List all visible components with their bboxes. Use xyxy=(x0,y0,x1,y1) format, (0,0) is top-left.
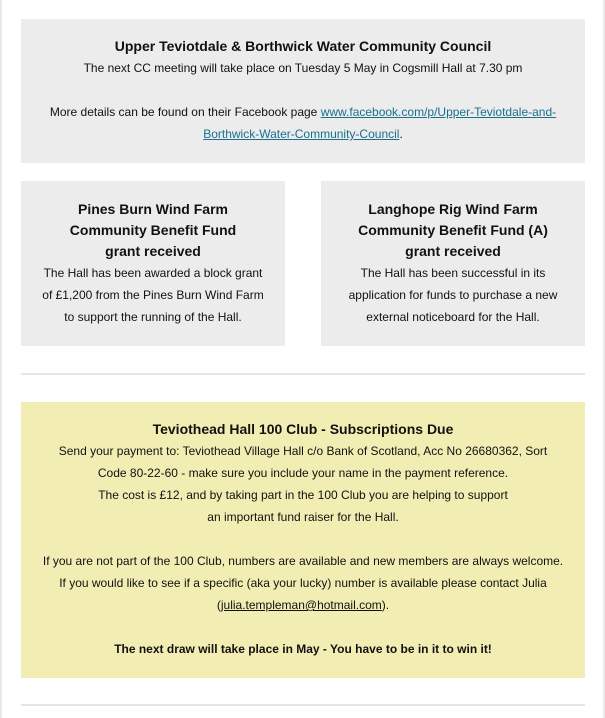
left-border xyxy=(0,0,2,718)
section-divider xyxy=(21,373,585,375)
community-council-title: Upper Teviotdale & Borthwick Water Community Council xyxy=(114,38,492,54)
langhope-rig-box xyxy=(321,181,585,346)
lucky-number-text: If you would like to see if a specific (aka your lucky) number is available please contact Julia xyxy=(59,576,547,590)
details-prefix: More details can be found on their Facebook page xyxy=(49,105,321,119)
join-text: If you are not part of the 100 Club, numbers are available and new members are always welcome. xyxy=(42,554,564,568)
langhope-rig-body: The Hall has been successful in its application for funds to purchase a new external noticeboard for the Hall. xyxy=(348,266,558,324)
details-text xyxy=(21,101,585,145)
cost-text: The cost is £12, and by taking part in the 100 Club you are helping to support an important fund raiser for the Hall. xyxy=(98,488,508,524)
email-line: (julia.templeman@hotmail.com). xyxy=(216,598,390,612)
meeting-text: The next CC meeting will take place on Tuesday 5 May in Cogsmill Hall at 7.30 pm xyxy=(83,61,523,75)
draw-text: The next draw will take place in May - You have to be in it to win it! xyxy=(114,642,492,656)
pines-burn-title: Pines Burn Wind Farm Community Benefit Fund grant received xyxy=(69,201,237,259)
details-suffix: . xyxy=(399,127,403,141)
payment-text: Send your payment to: Teviothead Village Hall c/o Bank of Scotland, Acc No 26680362, Sort Code 80-22-60 - make sure you include your name in the payment reference. xyxy=(58,444,548,480)
facebook-link[interactable]: www.facebook.com/p/Upper-Teviotdale-and- Borthwick-Water-Community-Council xyxy=(203,105,557,141)
club-100-box xyxy=(21,402,585,678)
club-100-title: Teviothead Hall 100 Club - Subscriptions Due xyxy=(152,421,454,437)
langhope-rig-title: Langhope Rig Wind Farm Community Benefit Fund (A) grant received xyxy=(358,201,548,259)
email-link[interactable]: julia.templeman@hotmail.com xyxy=(220,598,382,612)
pines-burn-body: The Hall has been awarded a block grant of £1,200 from the Pines Burn Wind Farm to support the running of the Hall. xyxy=(42,266,264,324)
bottom-divider xyxy=(21,704,585,706)
pines-burn-box xyxy=(21,181,285,346)
community-council-box xyxy=(21,19,585,163)
